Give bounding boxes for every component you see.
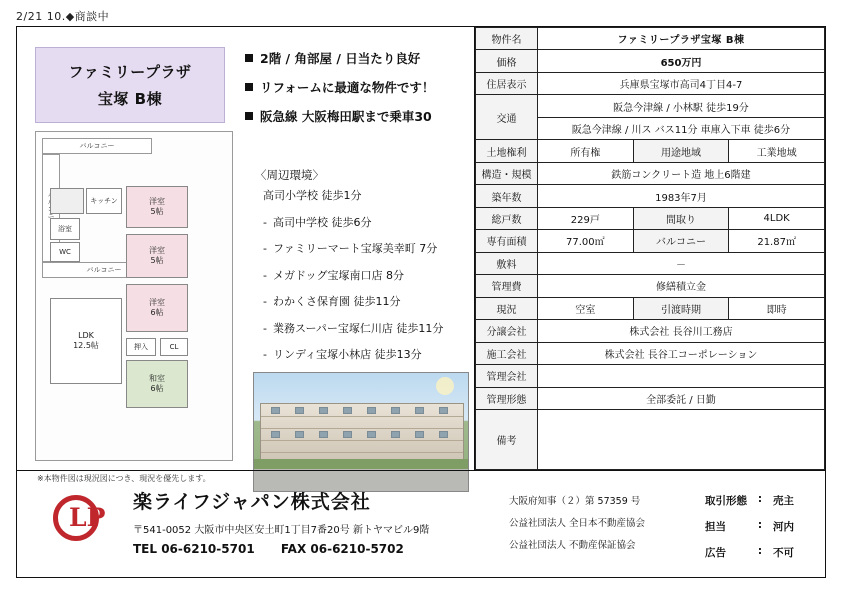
spec-value: － xyxy=(538,252,825,274)
balcony-bottom: バルコニー xyxy=(42,262,166,278)
license-line: 公益社団法人 不動産保証協会 xyxy=(509,540,636,551)
room-ldk: LDK 12.5帖 xyxy=(50,298,122,384)
spec-value: 鉄筋コンクリート造 地上6階建 xyxy=(538,162,825,184)
room-bath: 浴室 xyxy=(50,218,80,240)
table-row xyxy=(476,28,825,50)
table-row xyxy=(476,230,825,252)
deal-value: 売主 xyxy=(773,495,794,507)
table-row xyxy=(476,252,825,274)
spec-value: 空室 xyxy=(538,297,634,319)
license-line: 公益社団法人 全日本不動産協会 xyxy=(509,518,646,529)
deal-key: 担当 xyxy=(705,521,726,533)
closet-oshiire: 押入 xyxy=(126,338,156,356)
spec-label: 総戸数 xyxy=(476,207,538,229)
deal-key: 広告 xyxy=(705,547,726,559)
spec-label: 住居表示 xyxy=(476,72,538,94)
spec-value: 77.00㎡ xyxy=(538,230,634,252)
spec-value: 工業地域 xyxy=(729,140,825,162)
bullet-square-icon xyxy=(245,112,253,120)
spec-label: 管理費 xyxy=(476,275,538,297)
list-item: - わかくさ保育園 徒歩11分 xyxy=(263,295,401,308)
spec-label: バルコニー xyxy=(633,230,729,252)
closet-cl: CL xyxy=(160,338,188,356)
spec-label: 管理会社 xyxy=(476,365,538,387)
access-line-2: 阪急今津線 / 川ス バス11分 車庫入下車 徒歩6分 xyxy=(538,117,825,139)
table-row xyxy=(476,50,825,72)
footer-panel xyxy=(17,470,825,577)
spec-value: 4LDK xyxy=(729,207,825,229)
bullet-square-icon xyxy=(245,83,253,91)
company-logo-icon: LP xyxy=(53,491,113,545)
spec-value: 1983年7月 xyxy=(538,185,825,207)
deal-colon: : xyxy=(757,519,763,531)
spec-value: 21.87㎡ xyxy=(729,230,825,252)
company-tel: TEL 06-6210-5701 xyxy=(133,542,255,556)
dash-icon: - xyxy=(263,242,267,255)
room-utility xyxy=(50,188,84,214)
main-frame xyxy=(16,26,826,578)
room-western-1: 洋室 5帖 xyxy=(126,186,188,228)
dash-icon: - xyxy=(263,295,267,308)
spec-label-access: 交通 xyxy=(476,95,538,140)
spec-label: 価格 xyxy=(476,50,538,72)
spec-value-address: 兵庫県宝塚市高司4丁目4-7 xyxy=(538,72,825,94)
spec-label: 専有面積 xyxy=(476,230,538,252)
spec-label: 施工会社 xyxy=(476,342,538,364)
spec-label: 引渡時期 xyxy=(633,297,729,319)
room-japanese: 和室 6帖 xyxy=(126,360,188,408)
bullet-item xyxy=(245,107,470,125)
list-item: - メガドッグ宝塚南口店 8分 xyxy=(263,268,405,282)
table-row xyxy=(476,275,825,297)
spec-value-property-name: ファミリープラザ宝塚 B棟 xyxy=(538,28,825,50)
room-western-3: 洋室 6帖 xyxy=(126,284,188,332)
deal-colon: : xyxy=(757,545,763,557)
spec-label: 間取り xyxy=(633,207,729,229)
property-title-box xyxy=(35,47,225,123)
table-row xyxy=(476,207,825,229)
list-item: 高司小学校 徒歩1分 xyxy=(263,189,362,202)
property-title-line2: 宝塚 B棟 xyxy=(97,90,163,108)
deal-value: 不可 xyxy=(773,547,794,559)
property-title-line1: ファミリープラザ xyxy=(68,63,192,81)
dash-icon: - xyxy=(263,348,267,361)
building-shape xyxy=(260,403,464,461)
spec-label: 物件名 xyxy=(476,28,538,50)
company-info xyxy=(133,487,429,556)
company-name: 楽ライフジャパン株式会社 xyxy=(133,491,371,513)
spec-label: 土地権利 xyxy=(476,140,538,162)
spec-table xyxy=(475,27,825,470)
room-kitchen: キッチン xyxy=(86,188,122,214)
dash-icon: - xyxy=(263,268,267,282)
spec-label: 敷料 xyxy=(476,252,538,274)
spec-label: 分譲会社 xyxy=(476,320,538,342)
table-row xyxy=(476,342,825,364)
table-row xyxy=(476,297,825,319)
left-panel xyxy=(17,27,475,483)
license-line: 大阪府知事（２）第 57359 号 xyxy=(509,496,641,507)
sun-icon xyxy=(436,377,454,395)
deal-key: 取引形態 xyxy=(705,495,747,507)
table-row xyxy=(476,140,825,162)
company-fax: FAX 06-6210-5702 xyxy=(280,542,404,556)
bullet-text: 阪急線 大阪梅田駅まで乗車30 xyxy=(260,109,432,124)
spec-value-remarks xyxy=(538,410,825,470)
table-row xyxy=(476,72,825,94)
dash-icon: - xyxy=(263,215,267,229)
room-western-2: 洋室 5帖 xyxy=(126,234,188,278)
deal-row xyxy=(705,519,835,534)
spec-value: 229戸 xyxy=(538,207,634,229)
table-row xyxy=(476,185,825,207)
list-item: - 業務スーパー宝塚仁川店 徒歩11分 xyxy=(263,321,444,335)
table-row xyxy=(476,410,825,470)
table-row xyxy=(476,365,825,387)
bullet-square-icon xyxy=(245,54,253,62)
spec-value: 全部委託 / 日勤 xyxy=(538,387,825,410)
list-item: - リンディ宝塚小林店 徒歩13分 xyxy=(263,348,422,361)
spec-value: 株式会社 長谷川工務店 xyxy=(538,320,825,342)
floorplan-note: ※本物件図は現況図につき、現況を優先します。 xyxy=(37,474,211,483)
spec-value-price: 650万円 xyxy=(538,50,825,72)
deal-value: 河内 xyxy=(773,521,794,533)
table-row xyxy=(476,320,825,342)
environment-heading: 〈周辺環境〉 xyxy=(255,168,324,182)
spec-label: 管理形態 xyxy=(476,387,538,410)
bullet-item xyxy=(245,78,470,96)
list-item: - ファミリーマート宝塚美幸町 7分 xyxy=(263,242,438,255)
floor-plan xyxy=(35,131,233,461)
balcony-top: バルコニー xyxy=(42,138,152,154)
room-toilet: WC xyxy=(50,242,80,262)
environment-list xyxy=(263,187,478,373)
company-contact xyxy=(133,542,429,556)
spec-label: 現況 xyxy=(476,297,538,319)
top-status-text: 2/21 10.◆商談中 xyxy=(16,10,110,23)
list-item: - 高司中学校 徒歩6分 xyxy=(263,215,372,229)
deal-row xyxy=(705,493,835,508)
spec-value: 所有権 xyxy=(538,140,634,162)
company-address: 〒541-0052 大阪市中央区安土町1丁目7番20号 新トヤマビル9階 xyxy=(133,525,430,536)
spec-value xyxy=(538,365,825,387)
spec-label: 構造・規模 xyxy=(476,162,538,184)
access-line-1: 阪急今津線 / 小林駅 徒歩19分 xyxy=(538,95,825,117)
bullet-item xyxy=(245,49,470,67)
bullet-text: リフォームに最適な物件です！ xyxy=(260,80,435,95)
deal-colon: : xyxy=(757,493,763,505)
deal-row xyxy=(705,545,835,560)
spec-label: 備考 xyxy=(476,410,538,470)
dash-icon: - xyxy=(263,321,267,335)
spec-value: 即時 xyxy=(729,297,825,319)
spec-value: 修繕積立金 xyxy=(538,275,825,297)
table-row xyxy=(476,95,825,117)
table-row xyxy=(476,162,825,184)
deal-info xyxy=(705,493,835,571)
bullet-text: 2階 / 角部屋 / 日当たり良好 xyxy=(260,51,421,66)
spec-panel xyxy=(475,27,825,470)
license-info xyxy=(509,493,689,559)
spec-value: 株式会社 長谷工コーポレーション xyxy=(538,342,825,364)
spec-label: 築年数 xyxy=(476,185,538,207)
spec-label: 用途地域 xyxy=(633,140,729,162)
highlight-bullets xyxy=(245,49,470,136)
table-row xyxy=(476,387,825,410)
